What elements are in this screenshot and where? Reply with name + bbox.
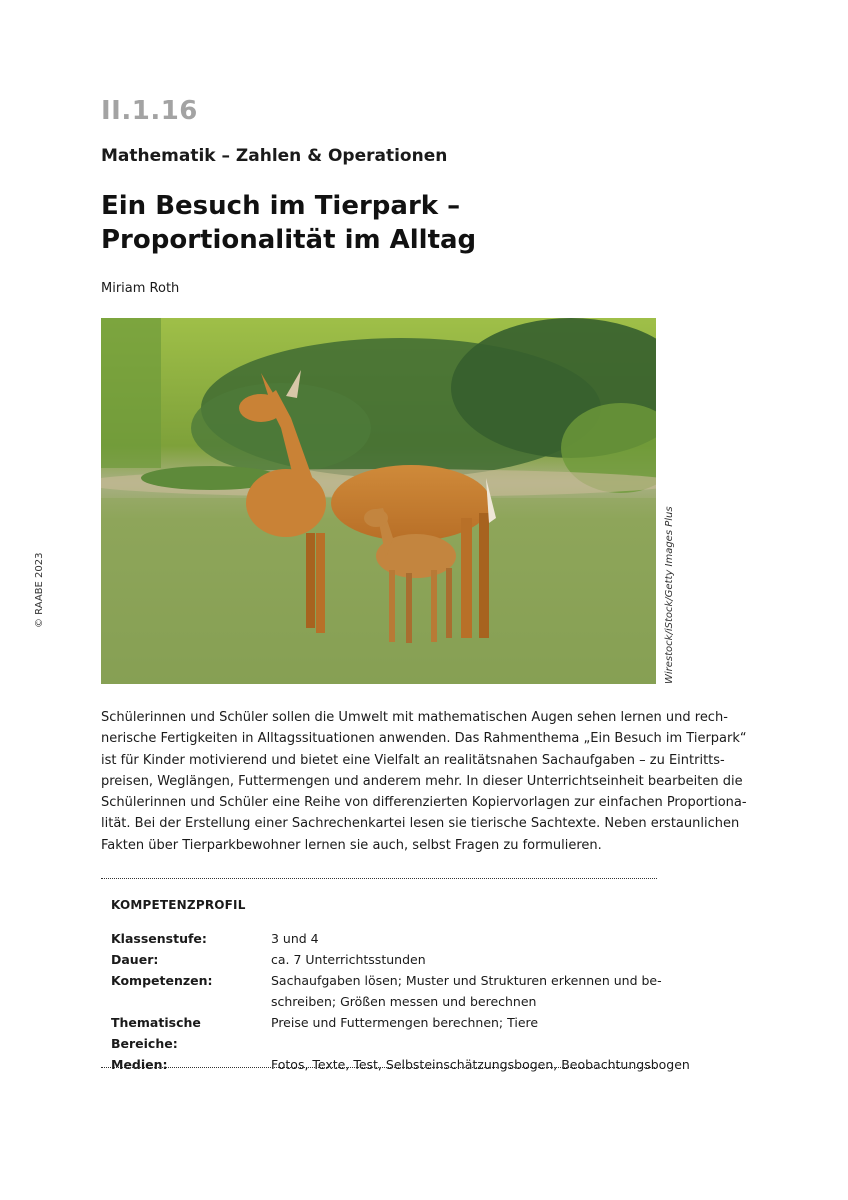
profile-value [271,970,662,1012]
value-line: Fotos, Texte, Test, Selbsteinschätzungsbogen, Beobachtungsbogen [271,1057,690,1072]
intro-paragraph [101,707,747,856]
profile-row-duration [111,949,656,970]
intro-line: lität. Bei der Erstellung einer Sachrechenkartei lesen sie tierische Sachtexte. Neben erstaunlichen [101,816,740,832]
page-title [101,189,476,257]
unit-code: II.1.16 [101,96,198,126]
intro-line: Schülerinnen und Schüler sollen die Umwelt mit mathematischen Augen sehen lernen und rech- [101,710,728,725]
value-line: ca. 7 Unterrichtsstunden [271,952,426,967]
value-line: Sachaufgaben lösen; Muster und Strukturen erkennen und be- [271,973,662,988]
divider-bottom [101,1067,657,1068]
profile-value [271,949,656,970]
profile-value [271,1012,656,1054]
intro-line: preisen, Weglängen, Futtermengen und anderem mehr. In dieser Unterrichtseinheit bearbeiten die [101,773,743,789]
profile-row-grade [111,928,656,949]
profile-label: Dauer: [111,952,159,967]
value-line: 3 und 4 [271,931,319,946]
competence-profile [111,928,690,1075]
copyright-note: © RAABE 2023 [34,552,45,628]
profile-row-media [111,1054,690,1075]
value-line: schreiben; Größen messen und berechnen [271,994,537,1009]
profile-value [271,1054,690,1075]
intro-line: nerische Fertigkeiten in Alltagssituationen anwenden. Das Rahmenthema „Ein Besuch im Tierpark“ [101,731,747,747]
profile-row-topics [111,1012,656,1054]
divider-top [101,878,657,879]
intro-line: ist für Kinder motivierend und bietet eine Vielfalt an realitätsnahen Sachaufgaben – zu Eintritts- [101,752,725,768]
profile-label: Thematische Bereiche: [111,1015,201,1051]
photo-credit: Wirestock/iStock/Getty Images Plus [664,506,675,684]
antelope-photo [101,318,656,684]
profile-value [271,928,656,949]
intro-line: Fakten über Tierparkbewohner lernen sie auch, selbst Fragen zu formulieren. [101,837,602,853]
profile-label: Medien: [111,1057,168,1072]
profile-label: Kompetenzen: [111,973,213,988]
profile-heading: KOMPETENZPROFIL [111,898,246,912]
author: Miriam Roth [101,281,180,296]
value-line: Preise und Futtermengen berechnen; Tiere [271,1015,539,1030]
title-line-2: Proportionalität im Alltag [101,225,477,255]
intro-line: Schülerinnen und Schüler eine Reihe von differenzierten Kopiervorlagen zur einfachen Proportiona- [101,795,747,811]
profile-row-competences [111,970,662,1012]
profile-label: Klassenstufe: [111,931,207,946]
title-line-1: Ein Besuch im Tierpark – [101,191,461,221]
subject-line: Mathematik – Zahlen & Operationen [101,146,448,166]
